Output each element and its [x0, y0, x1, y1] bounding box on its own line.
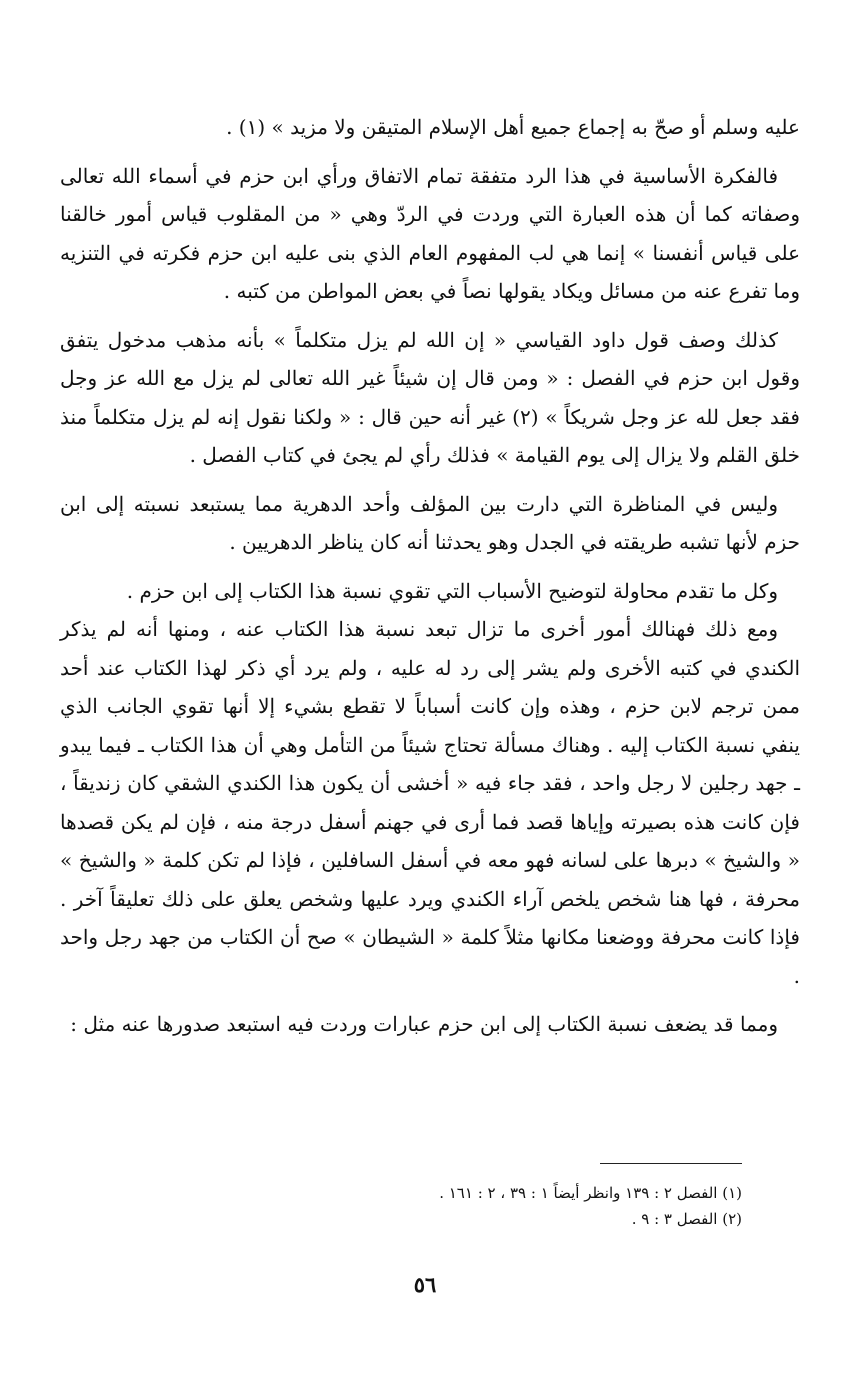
- paragraph-7: ومما قد يضعف نسبة الكتاب إلى ابن حزم عبارات وردت فيه استبعد صدورها عنه مثل :: [70, 1012, 778, 1036]
- footnote-2: (٢) الفصل ٣ : ٩ .: [631, 1210, 742, 1228]
- paragraph-3: كذلك وصف قول داود القياسي « إن الله لم يزل متكلماً » بأنه مذهب مدخول يتفق وقول ابن حزم في الفصل : « ومن قال إن شيئاً غير الله تعالى لم يزل مع الله عز وجل فقد جعل لله عز وجل شريكاً » (٢) غير أنه حين قال : « ولكنا نقول إنه لم يزل متكلماً منذ خلق القلم ولا يزال إلى يوم القيامة » فذلك رأي لم يجئ في كتاب الفصل .: [60, 327, 800, 467]
- paragraph-4: وليس في المناظرة التي دارت بين المؤلف وأحد الدهرية مما يستبعد نسبته إلى ابن حزم لأنها تشبه طريقته في الجدل وهو يحدثنا أنه كان يناظر الدهريين .: [60, 491, 800, 554]
- paragraph-2: فالفكرة الأساسية في هذا الرد متفقة تمام الاتفاق ورأي ابن حزم في أسماء الله تعالى وصفاته كما أن هذه العبارة التي وردت في الردّ وهي « من المقلوب قياس أمور خالقنا على قياس أنفسنا » إنما هي لب المفهوم العام الذي بنى عليه ابن حزم فكرته في التنزيه وما تفرع عنه من مسائل ويكاد يقولها نصاً في بعض المواطن من كتبه .: [60, 163, 800, 303]
- paragraph-gap: [60, 562, 800, 572]
- footnotes: [100, 1180, 742, 1232]
- paragraph-1: عليه وسلم أو صحّ به إجماع جميع أهل الإسلام المتيقن ولا مزيد » (١) .: [226, 115, 800, 139]
- paragraph-gap: [60, 147, 800, 157]
- paragraph-gap: [60, 311, 800, 321]
- footnote-separator: [600, 1163, 742, 1164]
- page-number: ٥٦: [413, 1272, 437, 1297]
- footnote-1: (١) الفصل ٢ : ١٣٩ وانظر أيضاً ١ : ٣٩ ، ٢ : ١٦١ .: [439, 1184, 742, 1202]
- page-body: [60, 108, 800, 1044]
- paragraph-gap: [60, 995, 800, 1005]
- paragraph-5: وكل ما تقدم محاولة لتوضيح الأسباب التي تقوي نسبة هذا الكتاب إلى ابن حزم .: [126, 578, 778, 603]
- paragraph-6: ومع ذلك فهنالك أمور أخرى ما تزال تبعد نسبة هذا الكتاب عنه ، ومنها أنه لم يذكر الكندي في كتبه الأخرى ولم يشر إلى رد له عليه ، ولم يرد أي ذكر لهذا الكتاب عند أحد ممن ترجم لابن حزم ، وهذه وإن كانت أسباباً لا تقطع بشيء إلا أنها تقوي الجانب الذي ينفي نسبة الكتاب إليه . وهناك مسألة تحتاج شيئاً من التأمل وهي أن هذا الكتاب ـ فيما يبدو ـ جهد رجلين لا رجل واحد ، فقد جاء فيه « أخشى أن يكون هذا الكندي الشقي كان زنديقاً ، فإن كانت هذه بصيرته وإياها قصد فما أرى في جهنم أسفل درجة منه ، فإن لم يكن قصدها « والشيخ » دبرها على لسانه فهو معه في أسفل السافلين ، فإذا لم تكن كلمة « والشيخ » محرفة ، فها هنا شخص يلخص آراء الكندي ويرد عليها وشخص يعلق على ذلك تعليقاً آخر . فإذا كانت محرفة ووضعنا مكانها مثلاً كلمة « الشيطان » صح أن الكتاب من جهد رجل واحد .: [60, 617, 801, 988]
- paragraph-gap: [60, 475, 800, 485]
